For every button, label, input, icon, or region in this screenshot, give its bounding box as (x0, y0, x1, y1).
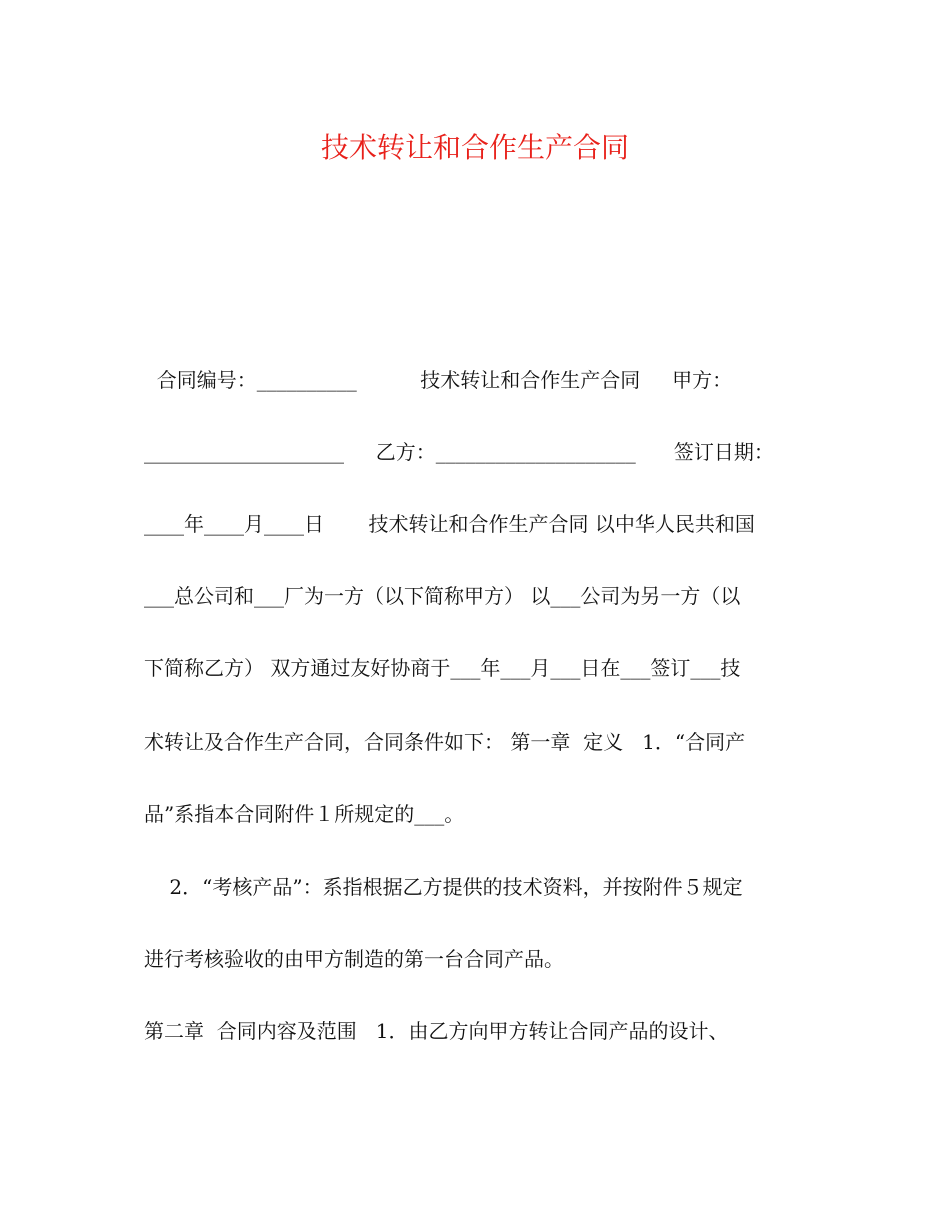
body-line-8: 2．“考核产品”：系指根据乙方提供的技术资料，并按附件５规定 (144, 875, 743, 899)
body-line-5: 下简称乙方） 双方通过友好协商于___年___月___日在___签订___技 (144, 656, 741, 680)
document-title: 技术转让和合作生产合同 (320, 131, 629, 164)
body-line-6: 术转让及合作生产合同，合同条件如下： 第一章 定义 1．“合同产 (144, 730, 746, 754)
body-line-10: 第二章 合同内容及范围 1．由乙方向甲方转让合同产品的设计、 (144, 1019, 729, 1043)
body-line-1: 合同编号：__________ 技术转让和合作生产合同 甲方： (144, 368, 733, 392)
body-line-3: ____年____月____日 技术转让和合作生产合同 以中华人民共和国 (144, 512, 755, 536)
body-line-4: ___总公司和___厂为一方（以下简称甲方） 以___公司为另一方（以 (144, 584, 741, 608)
body-line-7: 品”系指本合同附件１所规定的___。 (144, 802, 465, 826)
body-line-9: 进行考核验收的由甲方制造的第一台合同产品。 (144, 947, 564, 971)
body-line-2: ____________________ 乙方：____________________ 签订日期： (144, 440, 774, 464)
